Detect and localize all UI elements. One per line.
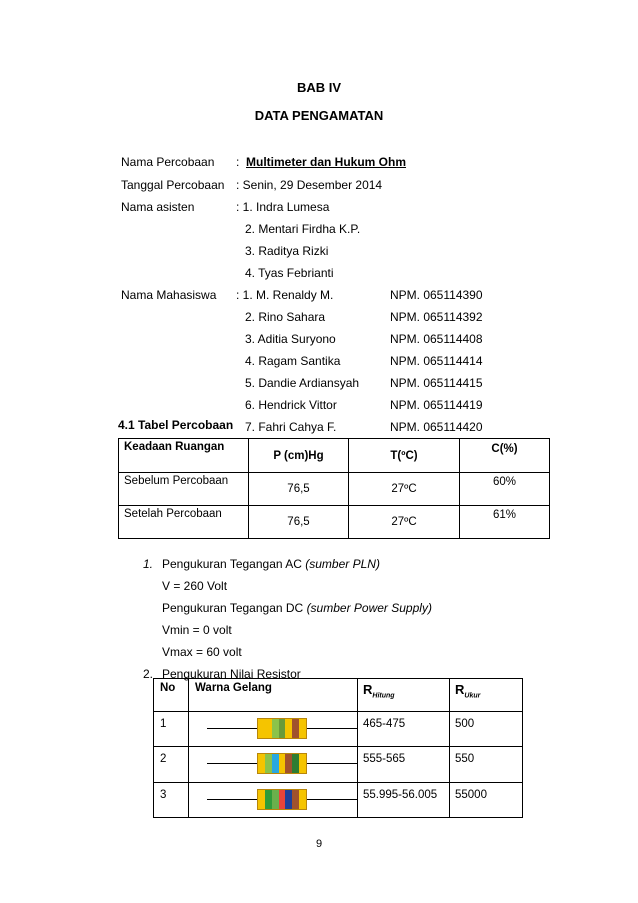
cell-pressure: 76,5 [249, 473, 349, 506]
page-number: 9 [315, 838, 323, 850]
list-item-dc-text: Pengukuran Tegangan DC [162, 601, 304, 615]
cell-r-ukur: 500 [450, 711, 523, 747]
resistor-band [258, 719, 265, 738]
resistor-lead [207, 763, 257, 764]
asisten-label: Nama asisten [121, 200, 195, 214]
resistor-band [272, 754, 279, 773]
chapter-heading: BAB IV [296, 80, 342, 95]
r-hitung-subscript: Hitung [372, 692, 395, 700]
resistor-body [257, 789, 307, 810]
mahasiswa-name: 5. Dandie Ardiansyah [245, 376, 360, 390]
resistor-band [299, 754, 306, 773]
resistor-lead [307, 763, 357, 764]
list-item-ac-text: Pengukuran Tegangan AC [162, 557, 302, 571]
vmin-value: Vmin = 0 volt [162, 623, 232, 637]
asisten-item: 3. Raditya Rizki [245, 244, 329, 258]
cell-resistor [189, 782, 358, 818]
mahasiswa-name: 6. Hendrick Vittor [245, 398, 337, 412]
cell-humidity: 60% [460, 473, 550, 506]
list-number: 1. [143, 557, 154, 571]
condition-table [118, 438, 550, 539]
section-title: 4.1 Tabel Percobaan [118, 418, 234, 432]
list-item-ac-source: (sumber PLN) [305, 557, 380, 571]
resistor-band [265, 719, 272, 738]
tanggal-value: : Senin, 29 Desember 2014 [236, 178, 383, 192]
mahasiswa-npm: NPM. 065114408 [390, 332, 483, 346]
table-row [119, 506, 550, 539]
list-number: 2. [143, 667, 154, 681]
list-item-ac [162, 557, 380, 571]
table-row [119, 473, 550, 506]
resistor-band [272, 790, 279, 809]
vmax-value: Vmax = 60 volt [162, 645, 242, 659]
cell-humidity: 61% [460, 506, 550, 539]
mahasiswa-name: 3. Aditia Suryono [245, 332, 336, 346]
resistor-icon [207, 718, 357, 740]
mahasiswa-name: 2. Rino Sahara [245, 310, 326, 324]
resistor-body [257, 718, 307, 739]
resistor-band [258, 754, 265, 773]
list-item-dc-source: (sumber Power Supply) [306, 601, 432, 615]
resistor-band [299, 719, 306, 738]
mahasiswa-npm: NPM. 065114414 [390, 354, 483, 368]
list-item-resistor: Pengukuran Nilai Resistor [162, 667, 301, 681]
cell-r-ukur: 550 [450, 747, 523, 783]
header-pressure: P (cm)Hg [249, 439, 349, 473]
resistor-band [279, 790, 286, 809]
resistor-body [257, 753, 307, 774]
r-ukur-symbol: R [455, 682, 465, 697]
resistor-band [285, 790, 292, 809]
cell-r-hitung: 555-565 [358, 747, 450, 783]
cell-temperature: 27ºC [349, 506, 460, 539]
asisten-item: 4. Tyas Febrianti [245, 266, 334, 280]
mahasiswa-npm: NPM. 065114420 [390, 420, 483, 434]
header-humidity: C(%) [460, 439, 550, 473]
table-row [154, 782, 523, 818]
cell-resistor [189, 711, 358, 747]
header-warna-gelang: Warna Gelang [189, 679, 358, 712]
table-row [154, 711, 523, 747]
cell-r-hitung: 465-475 [358, 711, 450, 747]
resistor-band [279, 719, 286, 738]
mahasiswa-label: Nama Mahasiswa [121, 288, 217, 302]
cell-r-hitung: 55.995-56.005 [358, 782, 450, 818]
resistor-band [265, 754, 272, 773]
header-keadaan: Keadaan Ruangan [119, 439, 249, 473]
cell-temperature: 27ºC [349, 473, 460, 506]
list-item-dc [162, 601, 432, 615]
resistor-band [285, 719, 292, 738]
resistor-band [285, 754, 292, 773]
resistor-band [279, 754, 286, 773]
percobaan-label: Nama Percobaan [121, 155, 215, 169]
percobaan-value: Multimeter dan Hukum Ohm [246, 155, 407, 169]
resistor-band [292, 790, 299, 809]
cell-no: 1 [154, 711, 189, 747]
mahasiswa-name: 7. Fahri Cahya F. [245, 420, 337, 434]
resistor-band [292, 719, 299, 738]
mahasiswa-npm: NPM. 065114415 [390, 376, 483, 390]
resistor-lead [307, 799, 357, 800]
resistor-band [292, 754, 299, 773]
resistor-band [272, 719, 279, 738]
header-temperature: T(ºC) [349, 439, 460, 473]
cell-keadaan: Setelah Percobaan [119, 506, 249, 539]
cell-no: 3 [154, 782, 189, 818]
resistor-icon [207, 789, 357, 811]
table-header-row [119, 439, 550, 473]
resistor-lead [207, 799, 257, 800]
header-no: No [154, 679, 189, 712]
mahasiswa-name: : 1. M. Renaldy M. [236, 288, 334, 302]
table-row [154, 747, 523, 783]
r-hitung-symbol: R [363, 682, 373, 697]
header-r-ukur [450, 679, 523, 712]
mahasiswa-name: 4. Ragam Santika [245, 354, 341, 368]
r-ukur-subscript: Ukur [464, 692, 481, 700]
resistor-lead [307, 728, 357, 729]
table-header-row [154, 679, 523, 712]
cell-no: 2 [154, 747, 189, 783]
resistor-icon [207, 753, 357, 775]
percobaan-colon: : [236, 155, 240, 169]
cell-r-ukur: 55000 [450, 782, 523, 818]
tanggal-label: Tanggal Percobaan [121, 178, 225, 192]
mahasiswa-npm: NPM. 065114419 [390, 398, 483, 412]
mahasiswa-npm: NPM. 065114392 [390, 310, 483, 324]
mahasiswa-npm: NPM. 065114390 [390, 288, 483, 302]
resistor-band [265, 790, 272, 809]
cell-pressure: 76,5 [249, 506, 349, 539]
resistor-band [258, 790, 265, 809]
page-title: DATA PENGAMATAN [254, 108, 384, 123]
header-r-hitung [358, 679, 450, 712]
resistor-band [299, 790, 306, 809]
cell-keadaan: Sebelum Percobaan [119, 473, 249, 506]
resistor-table [153, 678, 523, 818]
asisten-item: : 1. Indra Lumesa [236, 200, 330, 214]
voltage-ac-value: V = 260 Volt [162, 579, 228, 593]
resistor-lead [207, 728, 257, 729]
cell-resistor [189, 747, 358, 783]
asisten-item: 2. Mentari Firdha K.P. [245, 222, 361, 236]
